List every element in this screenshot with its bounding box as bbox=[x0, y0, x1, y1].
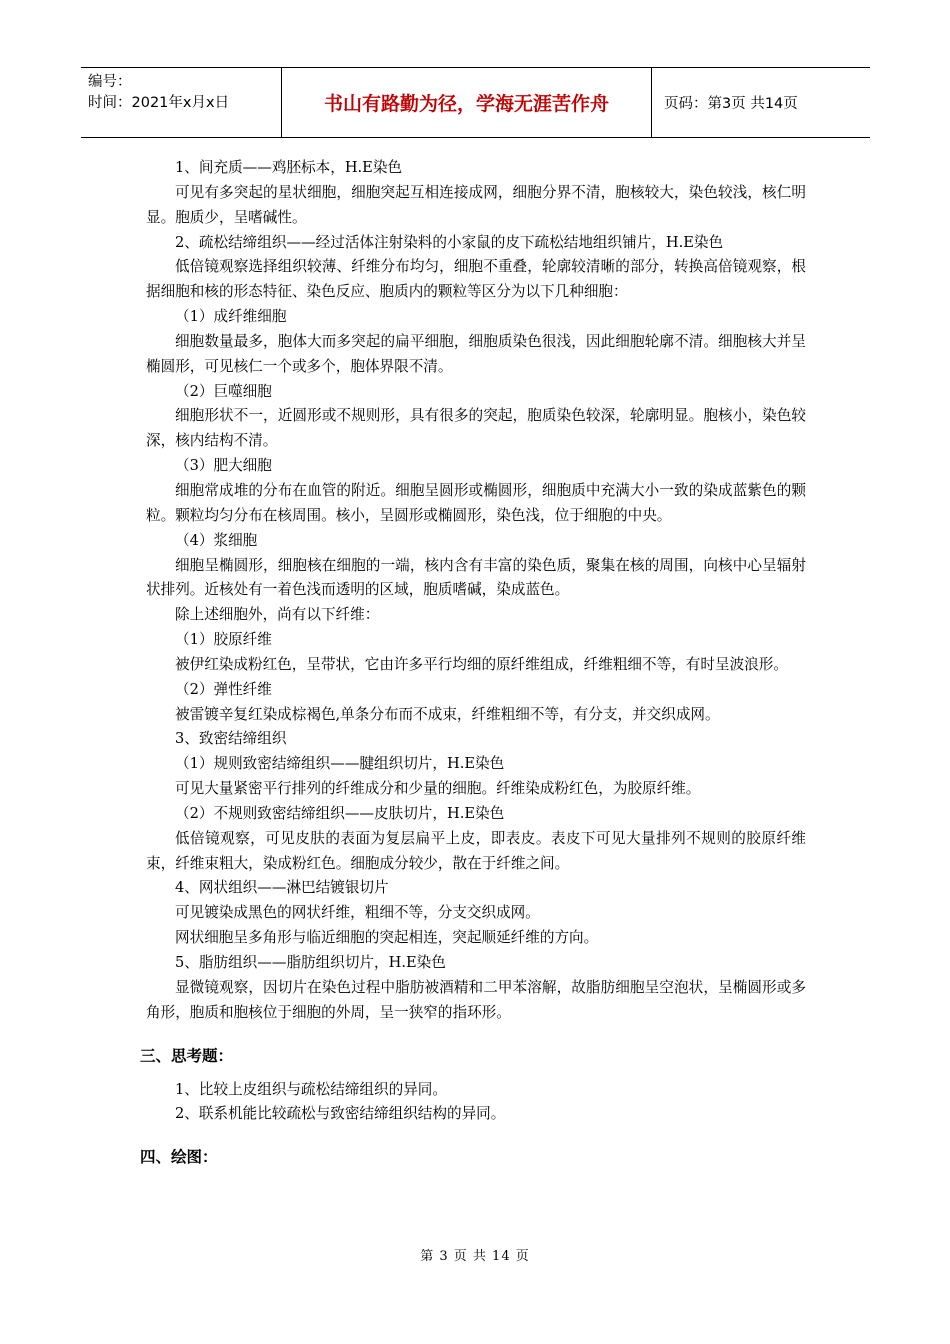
item-heading: 1、间充质——鸡胚标本，H.E染色 bbox=[175, 159, 403, 176]
question-item: 1、比较上皮组织与疏松结缔组织的异同。 bbox=[175, 1080, 447, 1098]
item-heading: 2、疏松结缔组织——经过活体注射染料的小家鼠的皮下疏松结地组织铺片，H.E染色 bbox=[175, 233, 724, 251]
sub-heading: （1）胶原纤维 bbox=[175, 631, 272, 649]
paragraph: 低倍镜观察选择组织较薄、纤维分布均匀，细胞不重叠，轮廓较清晰的部分，转换高倍镜观察，根据细胞和核的形态特征、染色反应、胞质内的颗粒等区分为以下几种细胞： bbox=[146, 258, 806, 301]
question-item: 2、联系机能比较疏松与致密结缔组织结构的异同。 bbox=[175, 1105, 506, 1123]
paragraph: 被雷镀辛复红染成棕褐色,单条分布而不成束，纤维粗细不等，有分支，并交织成网。 bbox=[175, 705, 720, 723]
sub-heading: （3）肥大细胞 bbox=[175, 457, 272, 475]
page-footer: 第 3 页 共 14 页 bbox=[420, 1249, 530, 1264]
page-header bbox=[81, 67, 870, 138]
paragraph: 除上述细胞外，尚有以下纤维： bbox=[175, 606, 380, 624]
document-code-label: 编号： bbox=[88, 74, 132, 90]
header-motto: 书山有路勤为径，学海无涯苦作舟 bbox=[282, 68, 652, 137]
sub-heading: （2）巨噬细胞 bbox=[175, 382, 272, 400]
document-date: 时间：2021年x月x日 bbox=[88, 95, 230, 111]
paragraph: 网状细胞呈多角形与临近细胞的突起相连，突起顺延纤维的方向。 bbox=[175, 929, 599, 947]
header-meta bbox=[81, 68, 282, 137]
sub-heading: （2）弹性纤维 bbox=[175, 680, 272, 698]
paragraph: 细胞数量最多，胞体大而多突起的扁平细胞，细胞质染色很浅，因此细胞轮廓不清。细胞核大并呈椭圆形，可见核仁一个或多个，胞体界限不清。 bbox=[146, 332, 806, 375]
paragraph: 细胞常成堆的分布在血管的附近。细胞呈圆形或椭圆形，细胞质中充满大小一致的染成蓝紫色的颗粒。颗粒均匀分布在核周围。核小，呈圆形或椭圆形，染色浅，位于细胞的中央。 bbox=[146, 481, 806, 524]
paragraph: 低倍镜观察，可见皮肤的表面为复层扁平上皮，即表皮。表皮下可见大量排列不规则的胶原纤维束，纤维束粗大，染成粉红色。细胞成分较少，散在于纤维之间。 bbox=[146, 829, 806, 872]
sub-heading: （2）不规则致密结缔组织——皮肤切片，H.E染色 bbox=[175, 804, 505, 822]
item-heading: 4、网状组织——淋巴结镀银切片 bbox=[175, 879, 389, 897]
sub-heading: （4）浆细胞 bbox=[175, 531, 258, 549]
item-heading: 5、脂肪组织——脂肪组织切片，H.E染色 bbox=[175, 954, 446, 971]
paragraph: 可见大量紧密平行排列的纤维成分和少量的细胞。纤维染成粉红色，为胶原纤维。 bbox=[175, 780, 701, 798]
item-heading: 3、致密结缔组织 bbox=[175, 730, 287, 748]
paragraph: 显微镜观察，因切片在染色过程中脂肪被酒精和二甲苯溶解，故脂肪细胞呈空泡状，呈椭圆形或多角形，胞质和胞核位于细胞的外周，呈一狭窄的指环形。 bbox=[146, 978, 806, 1021]
sub-heading: （1）成纤维细胞 bbox=[175, 308, 287, 326]
section-title-questions: 三、思考题： bbox=[140, 1046, 234, 1065]
sub-heading: （1）规则致密结缔组织——腱组织切片，H.E染色 bbox=[175, 755, 505, 773]
document-body bbox=[140, 156, 806, 1169]
paragraph: 细胞呈椭圆形，细胞核在细胞的一端，核内含有丰富的染色质，聚集在核的周围，向核中心呈辐射状排列。近核处有一着色浅而透明的区域，胞质嗜碱，染成蓝色。 bbox=[146, 556, 806, 599]
paragraph: 可见镀染成黑色的网状纤维，粗细不等，分支交织成网。 bbox=[175, 904, 540, 922]
section-title-drawing: 四、绘图： bbox=[140, 1148, 218, 1167]
header-page-info: 页码：第3页 共14页 bbox=[664, 96, 798, 112]
paragraph: 细胞形状不一，近圆形或不规则形，具有很多的突起，胞质染色较深，轮廓明显。胞核小，染色较深，核内结构不清。 bbox=[146, 407, 806, 450]
paragraph: 被伊红染成粉红色，呈带状，它由许多平行均细的原纤维组成，纤维粗细不等，有时呈波浪形。 bbox=[175, 655, 788, 673]
paragraph: 可见有多突起的星状细胞，细胞突起互相连接成网，细胞分界不清，胞核较大，染色较浅，核仁明显。胞质少，呈嗜碱性。 bbox=[146, 183, 806, 226]
